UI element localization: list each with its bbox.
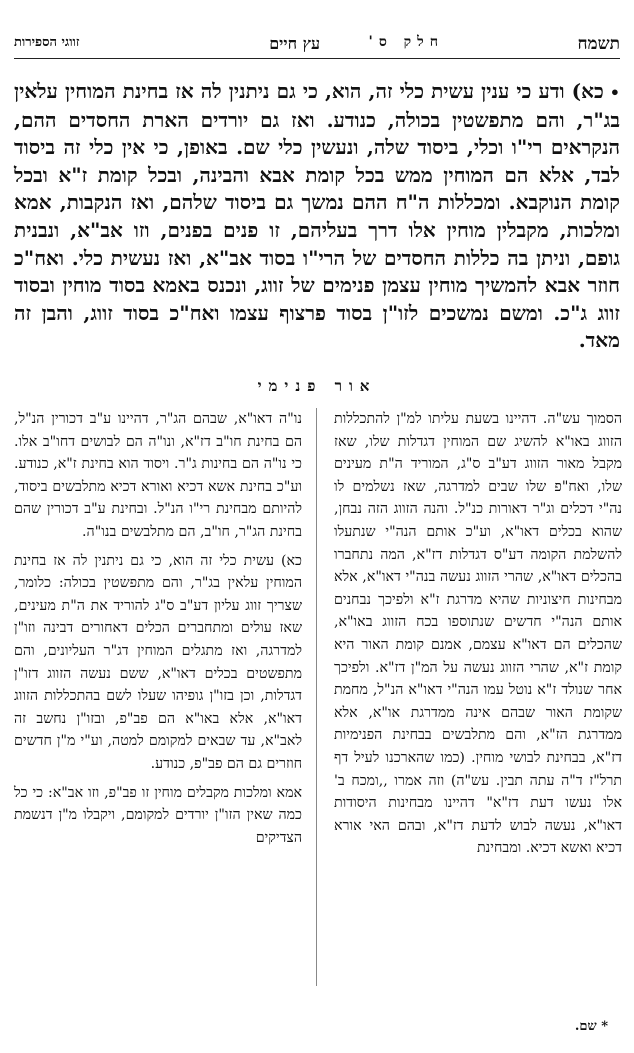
commentary-paragraph: אמא ומלכות מקבלים מוחין זו פב"פ, וזו אב"א: כי כל כמה שאין הזו"ן יורדים למקומם, ויקבלו מ"ן דנשמת הצדיקים bbox=[14, 784, 302, 846]
book-title: עץ חיים bbox=[269, 34, 320, 53]
main-body: המוחין עלאין בג"ר, והם מתפשטין בכולה, כנודע. ואז גם יורדים הארת החסדים ההם, הנקראים רי"ו וכלי, ביסוד שלה, ונעשין כלי שם. באופן, כי אין כלי זה ביסוד לבד, אלא הם המוחין ממש בכל קומת אבא והבינה, ובכל קומת ז"א ובכל קומת הנוקבא. ומכללות ה"ח ההם נמשך גם ביסוד שלהם, ואז הנקבות, אמא ומלכות, מקבלין מוחין אלו דרך בעליהם, זו פנים בפנים, וזו אב"א, ונבנית גופם, וניתן בה כללות החסדים של הרי"ו בסוד אב"א, ואז נעשית כלי. ואח"כ חוזר אבא להמשיך מוחין עצמן פנימים של זווג, ונכנס באמא בסוד מוחין ובסוד זווג ג"כ. ומשם נמשכים לזו"ן בסוד פרצוף עצמו ואח"כ בסוד זווג, והבן זה מאד. bbox=[14, 79, 620, 353]
part-label: חלק ס' bbox=[368, 34, 444, 50]
footnote: * שם. bbox=[574, 1019, 608, 1034]
commentary-paragraph: נו"ה דאו"א, שבהם הג"ר, דהיינו ע"ב דכורין הנ"ל, הם בחינת חו"ב דז"א, ונו"ה הם לבושים דחו"ב אלו. כי נו"ה הם בחינות ג"ר. ויסוד הוא בחינת ז"א, כנודע. וע"כ בחינת אשא דכיא ואורא דכיא מתלבשים ביסוד, להיותם מבחינת רי"ו הנ"ל. ובחינת ע"ב דכורין שהם בחינת הג"ר, חו"ב, הם מתלבשים בנו"ה. bbox=[14, 411, 302, 540]
main-paragraph bbox=[14, 78, 620, 355]
column-divider bbox=[316, 408, 317, 986]
commentary-paragraph: הסמוך עש"ה. דהיינו בשעת עליתו למ"ן להתכללות הזווג באו"א להשיג שם המוחין דגדלות שלו, שאז מקבל מאור הזווג דע"ב ס"ג, המוריד ה"ת מעינים שלו, ואח"פ שלו שבים למדרגה, שאז נשלמים לו נה"י דכלים וג"ר דאורות כנ"ל. והנה הזווג הזה נבחן, שהוא בכלים דאו"א, וע"כ אותם הנה"י שנתעלו להשלמת הקומה דע"ס דגדלות דז"א, המה נתחברו בהכלים דאו"א, שהרי הזווג נעשה בנה"י דאו"א, אלא מבחינות חיצוניות שהיא מדרגת ז"א ולפיכך נבחנים אותם הנה"י חדשים שנתוספו בכח הזווג באו"א, שהכלים הם דאו"א עצמם, אמנם קומת האור היא קומת ז"א, שהרי הזווג נעשה על המ"ן דז"א. ולפיכך אחר שנולד ז"א נוטל עמו הנה"י דאו"א הנ"ל, מחמת שקומת האור שבהם אינה ממדרגת או"א, אלא ממדרגת הז"א, והם מתלבשים בבחינת הפנימיות דז"א, בבחינת לבושי מוחין. (כמו שהארכנו לעיל דף תרל"ז ד"ה עתה תבין. עש"ה) וזה אמרו ,,ומכח ב' אלו נעשו דעת דז"א" דהיינו מבחינות היסודות דאו"א, נעשה לבוש לדעת דז"א, ובהם האי אורא דכיא ואשא דכיא. ומבחינת bbox=[334, 411, 622, 857]
page-header bbox=[14, 32, 620, 59]
commentary-left-column bbox=[14, 408, 302, 855]
commentary-right-column bbox=[334, 408, 622, 866]
section-title: זווגי הספירות bbox=[14, 35, 80, 50]
commentary-title: אור פנימי bbox=[257, 377, 377, 395]
commentary-paragraph: כא) עשית כלי זה הוא, כי גם ניתנין לה אז בחינת המוחין עלאין בג"ר, והם מתפשטין בכולה: כלומר, שצריך זווג עליון דע"ב ס"ג להוריד את ה"ת מעינים, שאז עולים ומתחברים הכלים דאחורים דבינה וזו"ן למדרגה, ואז מתגלים המוחין דג"ר העליונים, והם מתפשטים בכלים דאו"א, ששם נעשה הזווג דזו"ן דגדלות, וכן בזו"ן גופיהו שעלו לשם בהתכללות הזווג דאו"א, אלא באו"א הם פב"פ, ובזו"ן נחשב זה לאב"א, עד שבאים למקומם למטה, וע"י מ"ן חדשים חוזרים גם הם פב"פ, כנודע. bbox=[14, 552, 302, 772]
main-lead: כא) ודע כי ענין עשית כלי זה, הוא, כי גם ניתנין לה אז בחינת bbox=[122, 79, 604, 103]
star-marker: • bbox=[609, 83, 620, 102]
page-number: תשמח bbox=[577, 34, 620, 54]
main-text bbox=[14, 78, 620, 355]
